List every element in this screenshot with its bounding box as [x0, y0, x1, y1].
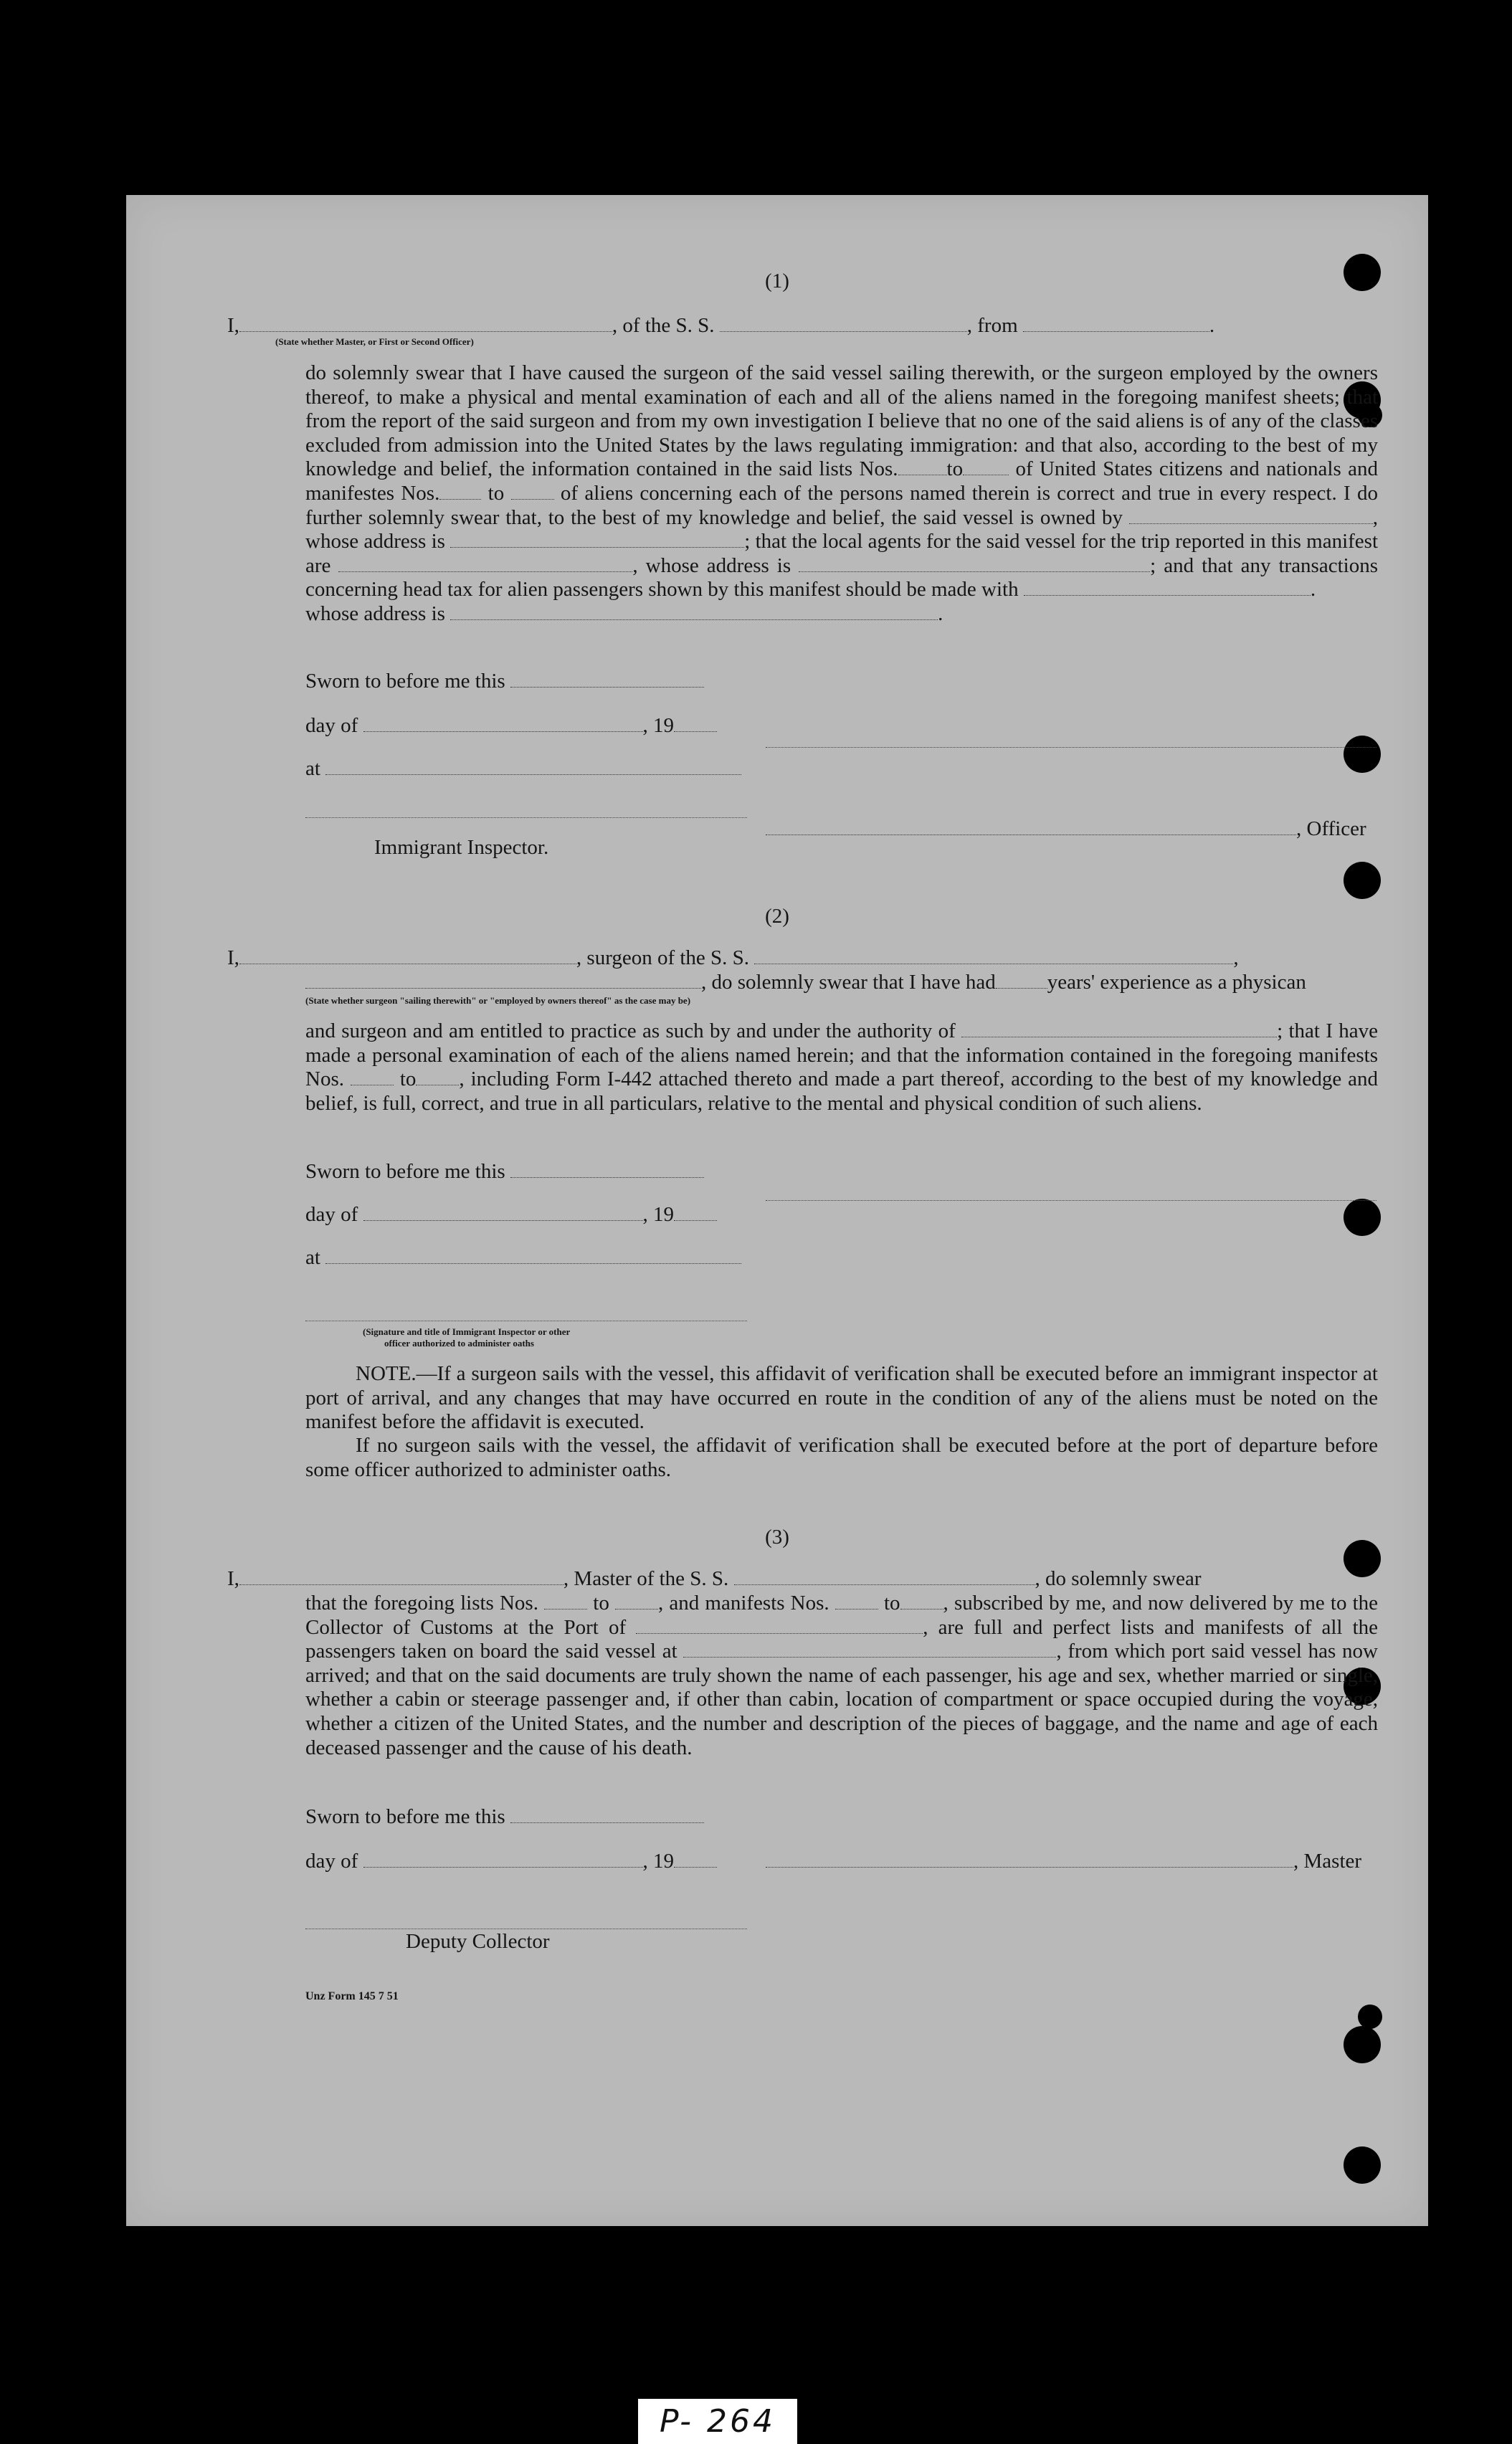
section-1-officer-line [227, 314, 1214, 338]
note-paragraph-2 [305, 1434, 1378, 1482]
master-signature-line [766, 1850, 1361, 1873]
to-label: to [488, 481, 505, 505]
sworn-label: Sworn to before me this [305, 1805, 505, 1828]
sworn-line [305, 670, 704, 693]
page-tag: P- 264 [638, 2399, 797, 2444]
binder-hole [1344, 2026, 1381, 2063]
lists-to-field[interactable] [615, 1592, 658, 1609]
surgeon-name-field[interactable] [239, 946, 576, 964]
deputy-collector-label: Deputy Collector [406, 1930, 550, 1953]
lists-from-field[interactable] [898, 457, 947, 475]
year-label: , 19 [642, 1203, 675, 1226]
sworn-day-field[interactable] [510, 1160, 704, 1178]
i-label: I, [227, 314, 239, 337]
day-of-label: day of [305, 1203, 358, 1226]
manifests-to-field[interactable] [416, 1068, 459, 1085]
to-label: to [593, 1592, 609, 1615]
officer-signature-field[interactable] [766, 817, 1296, 835]
day-of-month-field[interactable] [363, 1203, 643, 1221]
oath-text-part: that the foregoing lists Nos. [305, 1592, 538, 1615]
surgeon-vessel-field[interactable] [754, 946, 1233, 964]
section-3-oath-text [305, 1592, 1378, 1760]
sworn-label: Sworn to before me this [305, 1160, 505, 1183]
section-3-master-line [227, 1567, 1202, 1591]
oath-text-part: ; that I have made a personal examination of each of the aliens named herein; and that the information contained in the foregoing manifests Nos. [305, 1019, 1379, 1091]
at-line [305, 1246, 741, 1270]
section-2-number: (2) [765, 905, 789, 928]
surgeon-type-field[interactable] [305, 971, 701, 989]
swear-label: , do solemnly swear [1035, 1567, 1202, 1590]
surgeon-of-label: , surgeon of the S. S. [576, 946, 750, 969]
at-line [305, 757, 741, 781]
swear-label: , do solemnly swear that I have had [701, 971, 996, 994]
binder-hole [1344, 2146, 1381, 2184]
manifests-to-field[interactable] [900, 1592, 943, 1609]
comma-label: , [1233, 946, 1239, 969]
sworn-line [305, 1160, 704, 1184]
lists-from-field[interactable] [544, 1592, 587, 1609]
sworn-day-field[interactable] [510, 670, 704, 688]
note-text: NOTE.—If a surgeon sails with the vessel, this affidavit of verification shall be executed before an immigrant inspector at port of arrival, and any changes that may have occurred en route in the condition of any of the aliens must be noted on the manifest before the affidavit is executed. [305, 1362, 1378, 1434]
oath-text-part: and surgeon and am entitled to practice as such by and under the authority of [305, 1019, 956, 1042]
binder-hole [1344, 1199, 1381, 1236]
master-label: , Master [1293, 1850, 1362, 1873]
oath-text-part: , and manifests Nos. [657, 1592, 829, 1615]
signature-note-1: (Signature and title of Immigrant Inspector or other [363, 1326, 571, 1337]
agents-address-field[interactable] [799, 554, 1150, 572]
head-tax-contact-field[interactable] [1024, 578, 1311, 596]
officer-label: , Officer [1296, 817, 1366, 840]
surgeon-note: (State whether surgeon "sailing therewith" or "employed by owners thereof" as the case may be) [305, 995, 691, 1006]
to-label: to [946, 457, 964, 481]
oath-text-part: of United States citizens and nationals and manifestes Nos. [305, 457, 1379, 505]
to-label: to [883, 1592, 900, 1615]
oath-text-part: , are full and perfect lists and manifests of all the passengers taken on board the said vessel at [305, 1615, 1379, 1663]
signature-note-2: officer authorized to administer oaths [384, 1338, 534, 1349]
section-3-number: (3) [765, 1526, 789, 1549]
section-2-surgeon-line [227, 946, 1239, 970]
years-field[interactable] [996, 971, 1047, 989]
year-label: , 19 [642, 1850, 675, 1873]
i-label: I, [227, 1567, 239, 1590]
binder-hole [1358, 2005, 1382, 2029]
from-label: , from [966, 314, 1018, 337]
master-signature-field[interactable] [766, 1850, 1293, 1868]
form-id: Unz Form 145 7 51 [305, 1990, 399, 2002]
manifests-from-field[interactable] [835, 1592, 878, 1609]
sworn-label: Sworn to before me this [305, 670, 505, 693]
surgeon-experience-line [305, 971, 1306, 994]
day-of-month-field[interactable] [363, 1850, 643, 1868]
to-label: to [399, 1068, 417, 1091]
officer-note: (State whether Master, or First or Second Officer) [275, 336, 474, 347]
manifests-to-field[interactable] [511, 482, 554, 500]
sworn-day-field[interactable] [510, 1805, 704, 1823]
officer-name-field[interactable] [239, 314, 612, 332]
form-sheet [126, 195, 1428, 2226]
master-vessel-field[interactable] [734, 1567, 1035, 1585]
manifests-from-field[interactable] [439, 482, 481, 500]
inspector-signature-line[interactable] [305, 817, 747, 818]
master-of-label: , Master of the S. S. [563, 1567, 729, 1590]
port-of-departure-field[interactable] [683, 1640, 1056, 1658]
years-label: years' experience as a physican [1047, 971, 1306, 994]
oath-text-part: , whose address is [305, 505, 1379, 553]
day-of-label: day of [305, 1850, 358, 1873]
at-place-field[interactable] [325, 1246, 741, 1264]
section-2-oath-text [305, 1019, 1378, 1116]
binder-hole [1344, 862, 1381, 899]
owner-field[interactable] [1129, 506, 1373, 524]
end-dot: . [1209, 314, 1215, 337]
of-ss-label: , of the S. S. [612, 314, 715, 337]
port-of-arrival-field[interactable] [636, 1616, 923, 1634]
i-label: I, [227, 946, 239, 969]
agents-field[interactable] [338, 554, 632, 572]
day-of-line [305, 1203, 717, 1227]
oath-text-part: , from which port said vessel has now arrived; and that on the said documents are truly shown the name of each passenger, his age and sex, whether married or single, whether a cabin or steerage passenger and, if other than cabin, location of compartment or space occupied during the voyage, whether a citizen of the United States, and the number and description of the pieces of baggage, and the name and age of each deceased passenger and the cause of his death. [305, 1640, 1378, 1759]
day-of-line [305, 1850, 717, 1873]
oath-text-part: ; that the local agents for the said vessel for the trip reported in this manifest are [305, 530, 1379, 577]
head-tax-address-field[interactable] [450, 602, 938, 620]
departure-port-field[interactable] [1023, 314, 1209, 332]
year-field[interactable] [674, 714, 717, 732]
year-field[interactable] [674, 1203, 717, 1221]
year-label: , 19 [642, 714, 675, 737]
section-1-number: (1) [765, 270, 789, 293]
year-field[interactable] [674, 1850, 717, 1868]
lists-to-field[interactable] [963, 457, 1009, 475]
day-of-month-field[interactable] [363, 714, 643, 732]
note-paragraph [305, 1362, 1378, 1435]
day-of-line [305, 714, 717, 738]
manifests-from-field[interactable] [351, 1068, 394, 1085]
binder-hole [1344, 736, 1381, 773]
oath-text-part: do solemnly swear that I have caused the surgeon of the said vessel sailing therewith, or the surgeon employed by the owners thereof, to make a physical and mental examination of each and all of the aliens named in the foregoing manifest sheets; that from the report of the said surgeon and from my own investigation I believe that no one of the said aliens is of any of the classes excluded from admission into the United States by the laws regulating immigration: and that also, according to the best of my knowledge and belief, the information contained in the said lists Nos. [305, 361, 1378, 481]
section-1-oath-text: do solemnly swear that I have caused the surgeon of the said vessel sailing therewith, or the surgeon employed by the owners thereof, to make a physical and mental examination of each and all of the aliens named in the foregoing manifest sheets; that from the report of the said surgeon and from my own investigation I believe that no one of the said aliens is of any of the classes excluded from admission into the United States by the laws regulating immigration: and that also, according to the best of my knowledge and belief, the information contained in the said lists Nos. to of United States citizens and nationals and manifestes Nos. to of aliens concerning each of the persons named therein is correct and true in every respect. I do further solemnly swear that, to the best of my knowledge and belief, the said vessel is owned by , whose address is ; that the local agents for the said vessel for the trip reported in this manifest are , whose address is ; and that any transactions concerning head tax for alien passengers shown by this manifest should be made with . whose address is . [305, 361, 1379, 625]
oath-text-part: ; and that any transactions concerning head tax for alien passengers shown by this manifest should be made with [305, 553, 1378, 602]
sworn-line [305, 1805, 704, 1829]
oath-text-part: whose address is [305, 602, 445, 625]
oath-text-part: , including Form I-442 attached thereto and made a part thereof, according to the best of my knowledge and belief, is full, correct, and true in all particulars, relative to the mental and physical condition of such aliens. [305, 1068, 1379, 1115]
authority-field[interactable] [961, 1019, 1277, 1037]
master-name-field[interactable] [239, 1567, 564, 1585]
signature-line[interactable] [766, 747, 1377, 748]
oath-text-part: , subscribed by me, and now delivered by me to the Collector of Customs at the Port of [305, 1592, 1379, 1639]
at-place-field[interactable] [325, 757, 741, 775]
owner-address-field[interactable] [450, 530, 744, 548]
at-label: at [305, 1246, 320, 1269]
oath-text-part: , whose address is [632, 553, 791, 577]
note-text: If no surgeon sails with the vessel, the affidavit of verification shall be executed before at the port of departure before some officer authorized to administer oaths. [305, 1434, 1378, 1481]
officer-line [766, 817, 1366, 841]
at-label: at [305, 757, 320, 780]
oath-text-part: of aliens concerning each of the persons named therein is correct and true in every respect. I do further solemnly swear that, to the best of my knowledge and belief, the said vessel is owned by [305, 481, 1379, 529]
surgeon-signature-line[interactable] [766, 1200, 1377, 1201]
immigrant-inspector-label: Immigrant Inspector. [374, 836, 549, 859]
day-of-label: day of [305, 714, 358, 737]
vessel-name-field[interactable] [720, 314, 967, 332]
